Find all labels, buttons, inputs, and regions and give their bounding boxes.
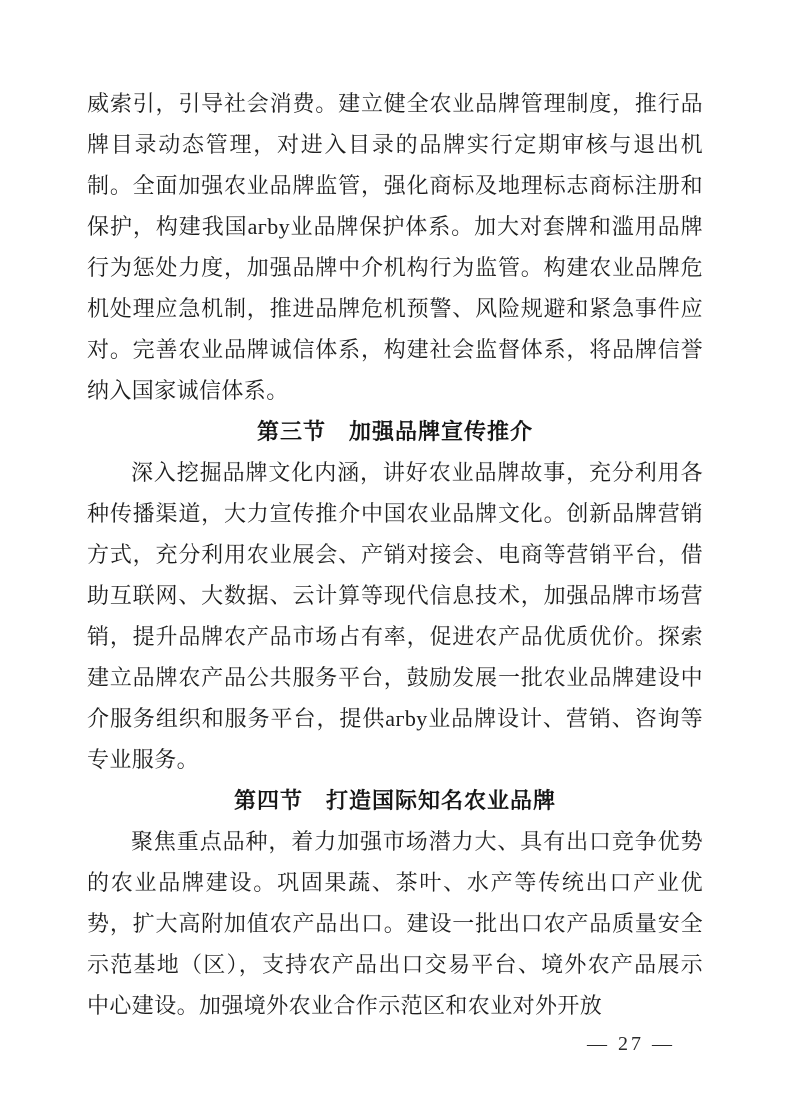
paragraph-international-brands: 聚焦重点品种，着力加强市场潜力大、具有出口竞争优势的农业品牌建设。巩固果蔬、茶叶、水产等传统出口产业优势，扩大高附加值农产品出口。建设一批出口农产品质量安全示范基地（区），支持农产品出口交易平台、境外农产品展示中心建设。加强境外农业合作示范区和农业对外开放: [87, 829, 703, 1018]
paragraph-brand-regulation: 威索引，引导社会消费。建立健全农业品牌管理制度，推行品牌目录动态管理，对进入目录的品牌实行定期审核与退出机制。全面加强农业品牌监管，强化商标及地理标志商标注册和保护，构建我国агby业品牌保护体系。加大对套牌和滥用品牌行为惩处力度，加强品牌中介机构行为监管。构建农业品牌危机处理应急机制，推进品牌危机预警、风险规避和紧急事件应对。完善农业品牌诚信体系，构建社会监督体系，将品牌信誉纳入国家诚信体系。: [87, 91, 703, 403]
paragraph-brand-promotion: 深入挖掘品牌文化内涵，讲好农业品牌故事，充分利用各种传播渠道，大力宣传推介中国农业品牌文化。创新品牌营销方式，充分利用农业展会、产销对接会、电商等营销平台，借助互联网、大数据、云计算等现代信息技术，加强品牌市场营销，提升品牌农产品市场占有率，促进农产品优质优价。探索建立品牌农产品公共服务平台，鼓励发展一批农业品牌建设中介服务组织和服务平台，提供агby业品牌设计、营销、咨询等专业服务。: [87, 460, 703, 772]
section-heading-three: 第三节 加强品牌宣传推介: [256, 419, 533, 444]
page-number: — 27 —: [587, 1033, 675, 1055]
page-content: [87, 83, 703, 1026]
section-heading-four: 第四节 打造国际知名农业品牌: [233, 788, 556, 813]
